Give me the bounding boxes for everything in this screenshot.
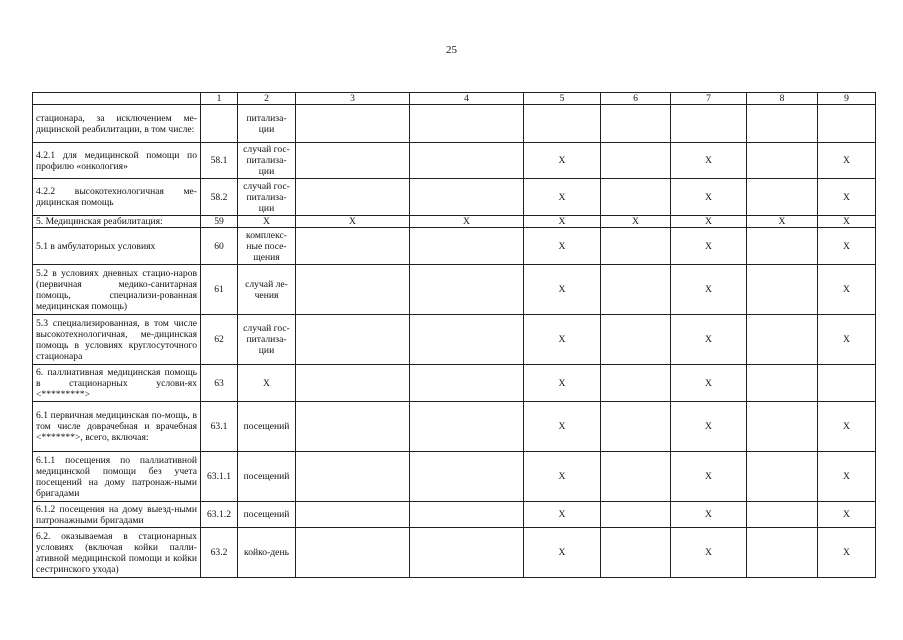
cell-col-2: случай гос-питализа-ции <box>238 315 296 365</box>
cell-col-7: X <box>671 502 747 528</box>
header-cell: 6 <box>601 93 671 105</box>
cell-col-2: койко-день <box>238 528 296 578</box>
table-row <box>33 228 876 265</box>
table-row <box>33 402 876 452</box>
cell-col-6 <box>601 452 671 502</box>
page-number: 25 <box>446 44 457 56</box>
cell-col-6 <box>601 402 671 452</box>
cell-col-2: посещений <box>238 402 296 452</box>
row-description: 5. Медицинская реабилитация: <box>33 216 201 228</box>
cell-col-5: X <box>524 179 601 216</box>
cell-col-6 <box>601 502 671 528</box>
cell-col-2: случай гос-питализа-ции <box>238 179 296 216</box>
cell-col-9 <box>818 365 876 402</box>
cell-col-6 <box>601 179 671 216</box>
cell-col-7: X <box>671 228 747 265</box>
table-row <box>33 365 876 402</box>
cell-col-2: посещений <box>238 502 296 528</box>
cell-col-3 <box>296 402 410 452</box>
row-description: 5.1 в амбулаторных условиях <box>33 228 201 265</box>
cell-col-1: 63.2 <box>201 528 238 578</box>
cell-col-8 <box>747 502 818 528</box>
cell-col-8 <box>747 452 818 502</box>
cell-col-8: X <box>747 216 818 228</box>
cell-col-6 <box>601 105 671 143</box>
header-cell: 5 <box>524 93 601 105</box>
cell-col-6 <box>601 315 671 365</box>
cell-col-5: X <box>524 452 601 502</box>
cell-col-3 <box>296 179 410 216</box>
cell-col-2: комплекс-ные посе-щения <box>238 228 296 265</box>
data-table <box>32 92 876 578</box>
header-cell: 8 <box>747 93 818 105</box>
cell-col-3 <box>296 143 410 179</box>
header-cell: 9 <box>818 93 876 105</box>
cell-col-1: 61 <box>201 265 238 315</box>
cell-col-4 <box>410 315 524 365</box>
row-description: 6. паллиативная медицинская помощь в стационарных услови-ях <*********> <box>33 365 201 402</box>
row-description: 6.1.2 посещения на дому выезд-ными патронажными бригадами <box>33 502 201 528</box>
table-row <box>33 105 876 143</box>
cell-col-5: X <box>524 216 601 228</box>
row-description: 5.3 специализированная, в том числе высокотехнологичная, ме-дицинская помощь в условиях круглосуточного стационара <box>33 315 201 365</box>
header-row <box>33 93 876 105</box>
cell-col-5: X <box>524 502 601 528</box>
cell-col-5: X <box>524 315 601 365</box>
cell-col-7: X <box>671 365 747 402</box>
row-description: стационара, за исключением ме-дицинской реабилитации, в том числе: <box>33 105 201 143</box>
cell-col-7: X <box>671 315 747 365</box>
cell-col-7: X <box>671 216 747 228</box>
row-description: 4.2.2 высокотехнологичная ме-дицинская помощь <box>33 179 201 216</box>
cell-col-8 <box>747 179 818 216</box>
table-body <box>33 105 876 578</box>
cell-col-1: 63.1.1 <box>201 452 238 502</box>
cell-col-6 <box>601 143 671 179</box>
cell-col-7: X <box>671 452 747 502</box>
cell-col-7: X <box>671 265 747 315</box>
cell-col-5: X <box>524 143 601 179</box>
cell-col-4: X <box>410 216 524 228</box>
cell-col-9: X <box>818 216 876 228</box>
cell-col-3 <box>296 452 410 502</box>
cell-col-4 <box>410 179 524 216</box>
cell-col-3: X <box>296 216 410 228</box>
cell-col-4 <box>410 265 524 315</box>
cell-col-3 <box>296 315 410 365</box>
header-cell: 2 <box>238 93 296 105</box>
cell-col-2: X <box>238 216 296 228</box>
table-row <box>33 502 876 528</box>
header-cell-empty <box>33 93 201 105</box>
row-description: 6.1.1 посещения по паллиативной медицинской помощи без учета посещений на дому патронаж-ными бригадами <box>33 452 201 502</box>
cell-col-9: X <box>818 402 876 452</box>
table-row <box>33 179 876 216</box>
cell-col-3 <box>296 502 410 528</box>
cell-col-7: X <box>671 402 747 452</box>
row-description: 6.2. оказываемая в стационарных условиях (включая койки палли-ативной медицинской помощи и койки сестринского ухода) <box>33 528 201 578</box>
cell-col-9: X <box>818 143 876 179</box>
row-description: 6.1 первичная медицинская по-мощь, в том числе доврачебная и врачебная <*******>, всего, включая: <box>33 402 201 452</box>
cell-col-7 <box>671 105 747 143</box>
cell-col-3 <box>296 265 410 315</box>
cell-col-2: случай гос-питализа-ции <box>238 143 296 179</box>
cell-col-8 <box>747 402 818 452</box>
cell-col-8 <box>747 365 818 402</box>
cell-col-8 <box>747 143 818 179</box>
cell-col-3 <box>296 228 410 265</box>
table-row <box>33 265 876 315</box>
cell-col-6 <box>601 265 671 315</box>
cell-col-6: X <box>601 216 671 228</box>
cell-col-4 <box>410 228 524 265</box>
table-row <box>33 452 876 502</box>
cell-col-1: 63.1.2 <box>201 502 238 528</box>
cell-col-6 <box>601 528 671 578</box>
cell-col-4 <box>410 528 524 578</box>
cell-col-8 <box>747 265 818 315</box>
cell-col-4 <box>410 502 524 528</box>
cell-col-1: 63.1 <box>201 402 238 452</box>
cell-col-6 <box>601 365 671 402</box>
cell-col-4 <box>410 105 524 143</box>
cell-col-9: X <box>818 265 876 315</box>
row-description: 4.2.1 для медицинской помощи по профилю «онкология» <box>33 143 201 179</box>
cell-col-4 <box>410 365 524 402</box>
table-row <box>33 143 876 179</box>
cell-col-8 <box>747 105 818 143</box>
cell-col-4 <box>410 402 524 452</box>
cell-col-5: X <box>524 265 601 315</box>
cell-col-5: X <box>524 228 601 265</box>
header-cell: 7 <box>671 93 747 105</box>
cell-col-1: 59 <box>201 216 238 228</box>
cell-col-8 <box>747 528 818 578</box>
header-cell: 4 <box>410 93 524 105</box>
cell-col-9: X <box>818 228 876 265</box>
cell-col-1: 58.2 <box>201 179 238 216</box>
cell-col-9: X <box>818 315 876 365</box>
row-description: 5.2 в условиях дневных стацио-наров (первичная медико-санитарная помощь, специализи-рованная медицинская помощь) <box>33 265 201 315</box>
cell-col-5: X <box>524 365 601 402</box>
cell-col-6 <box>601 228 671 265</box>
cell-col-5: X <box>524 402 601 452</box>
cell-col-4 <box>410 452 524 502</box>
cell-col-4 <box>410 143 524 179</box>
cell-col-7: X <box>671 528 747 578</box>
cell-col-2: питализа-ции <box>238 105 296 143</box>
header-cell: 3 <box>296 93 410 105</box>
cell-col-8 <box>747 315 818 365</box>
table-row <box>33 528 876 578</box>
cell-col-1 <box>201 105 238 143</box>
cell-col-9: X <box>818 502 876 528</box>
cell-col-3 <box>296 105 410 143</box>
cell-col-9: X <box>818 528 876 578</box>
table-row <box>33 216 876 228</box>
cell-col-1: 63 <box>201 365 238 402</box>
cell-col-9: X <box>818 179 876 216</box>
cell-col-5 <box>524 105 601 143</box>
cell-col-1: 58.1 <box>201 143 238 179</box>
cell-col-3 <box>296 528 410 578</box>
cell-col-9 <box>818 105 876 143</box>
cell-col-1: 60 <box>201 228 238 265</box>
cell-col-7: X <box>671 143 747 179</box>
cell-col-2: случай ле-чения <box>238 265 296 315</box>
cell-col-1: 62 <box>201 315 238 365</box>
cell-col-9: X <box>818 452 876 502</box>
header-cell: 1 <box>201 93 238 105</box>
cell-col-3 <box>296 365 410 402</box>
cell-col-2: посещений <box>238 452 296 502</box>
cell-col-2: X <box>238 365 296 402</box>
cell-col-5: X <box>524 528 601 578</box>
cell-col-8 <box>747 228 818 265</box>
cell-col-7: X <box>671 179 747 216</box>
table-row <box>33 315 876 365</box>
